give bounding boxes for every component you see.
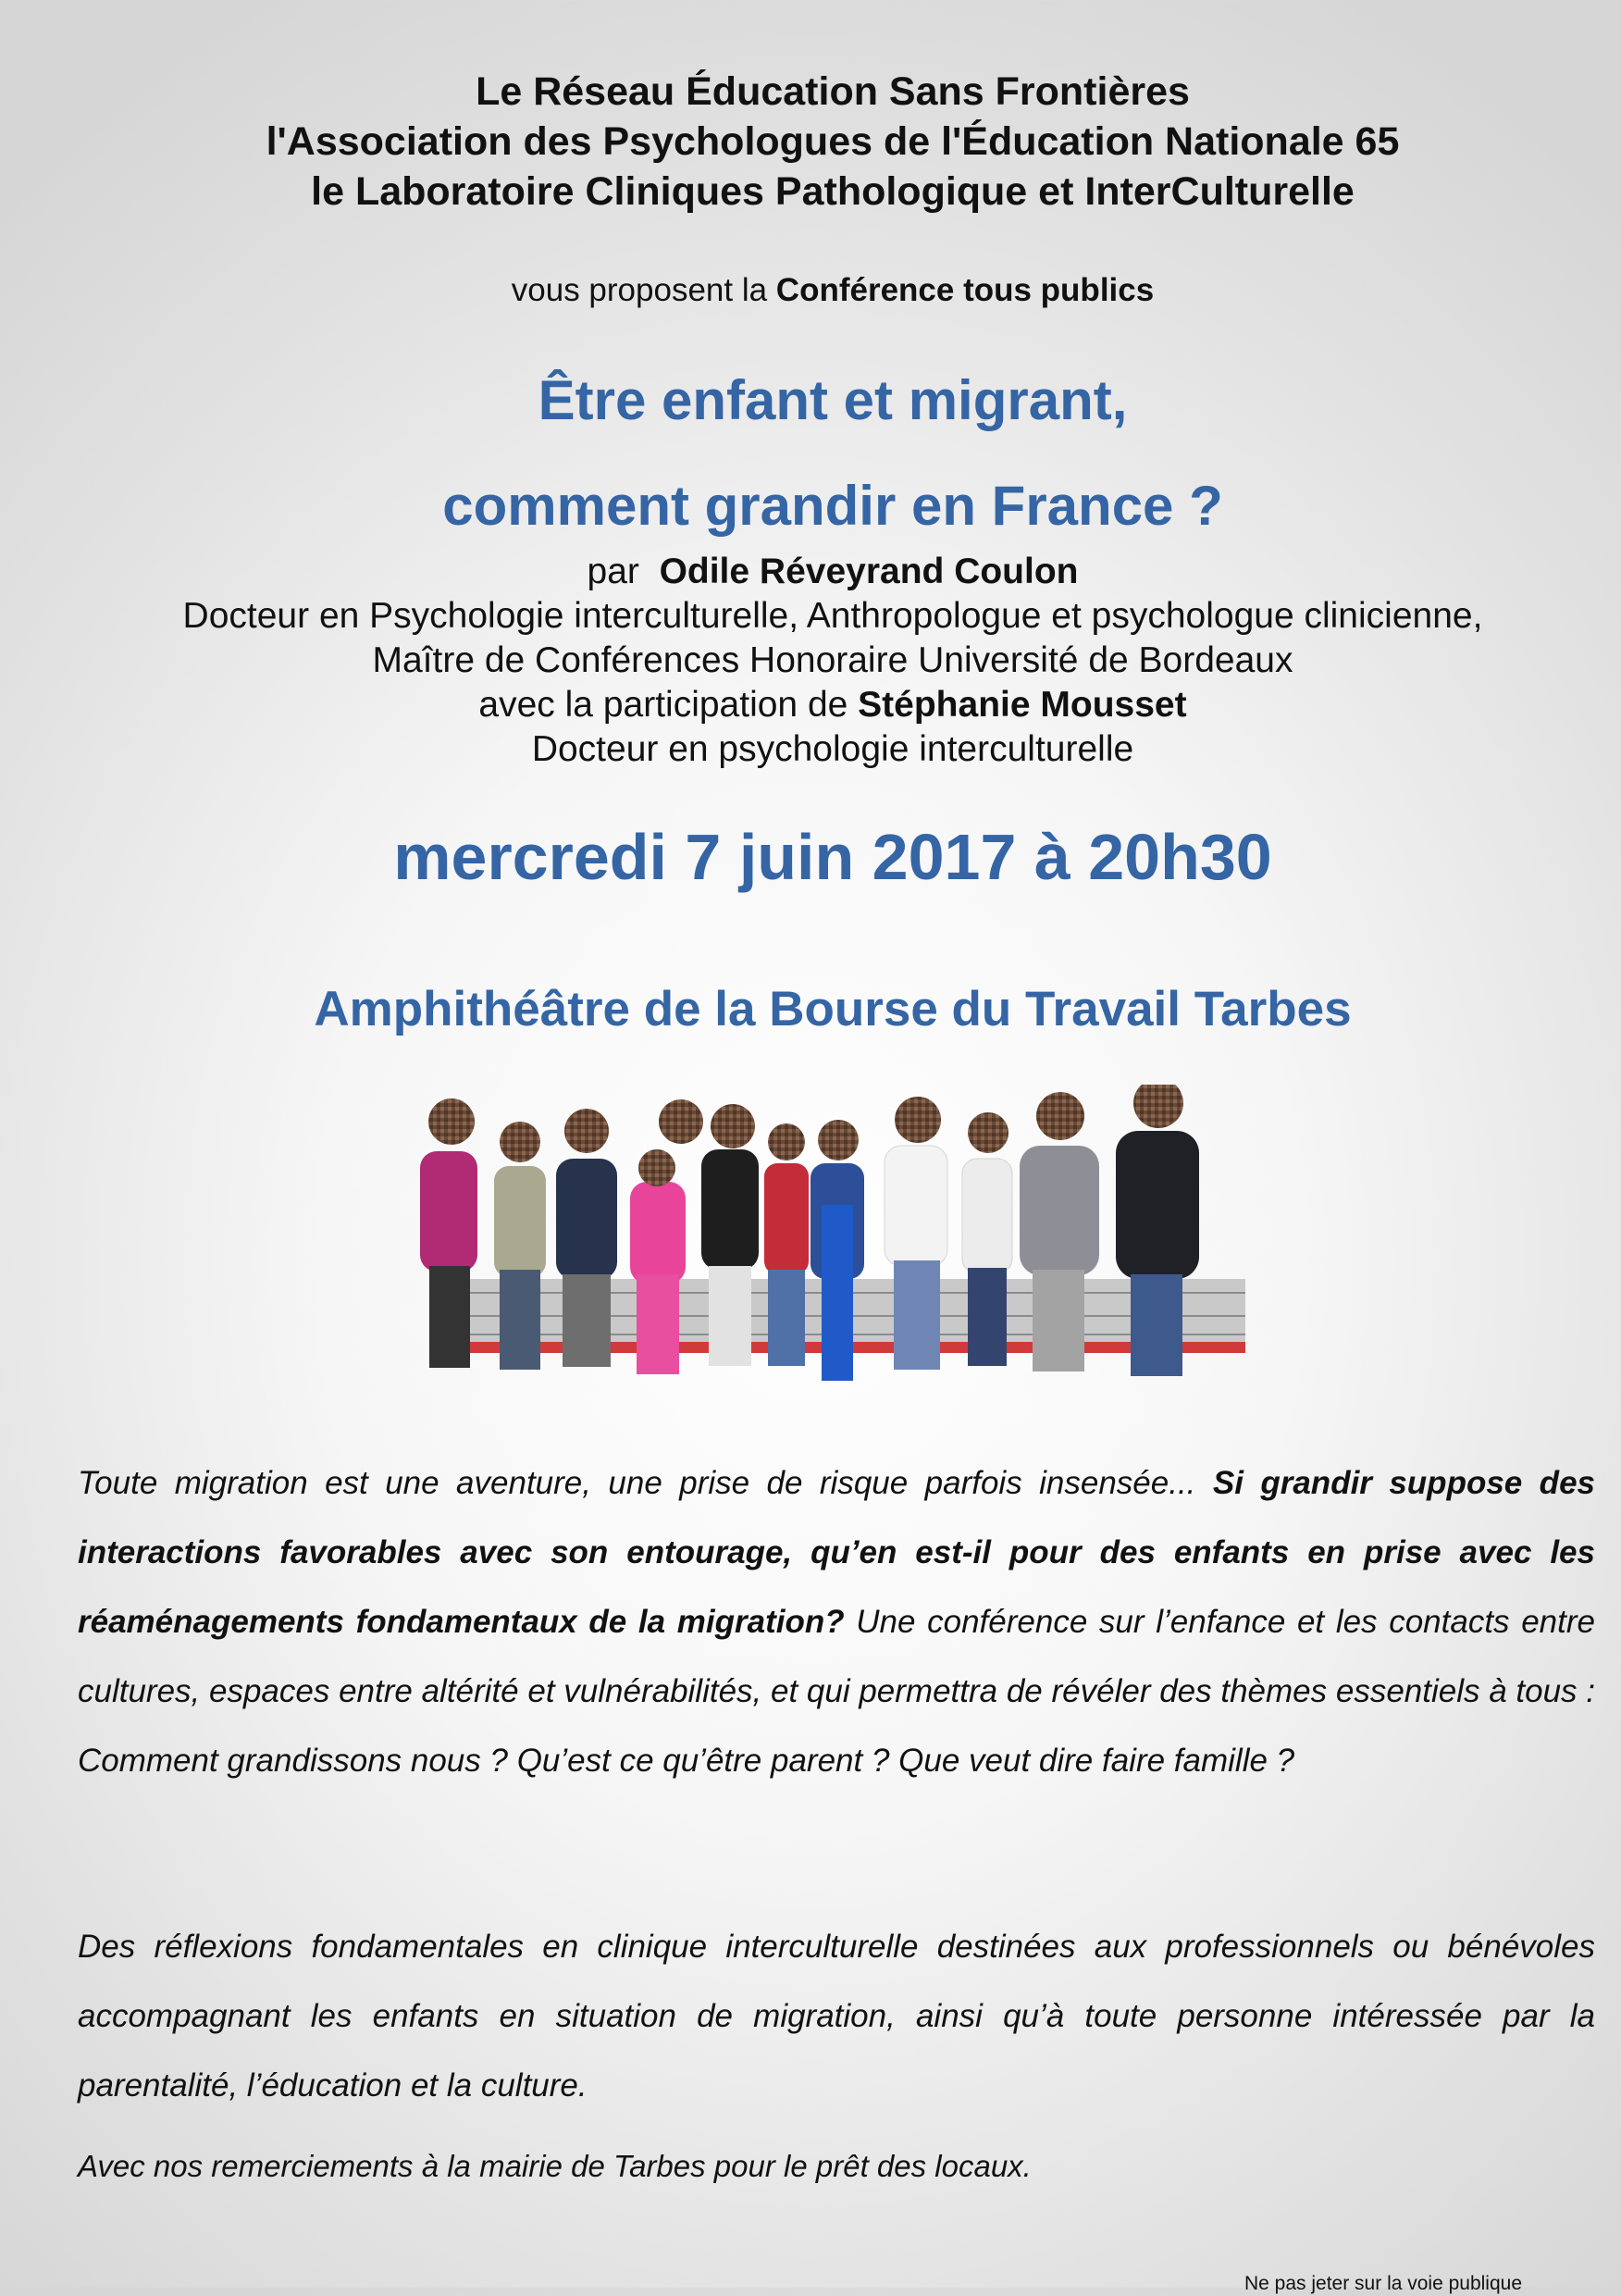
description-paragraph (78, 1448, 1595, 1795)
title-line-2: comment grandir en France ? (442, 475, 1223, 537)
audience-paragraph: Des réflexions fondamentales en clinique interculturelle destinées aux professionnels ou bénévoles accompagnant les enfants en situation de migration, ainsi qu’à toute personne intéressée par la parentalité, l’éducation et la culture. (78, 1929, 1595, 2104)
organizer-lab: le Laboratoire Cliniques Pathologique et InterCulturelle (311, 169, 1355, 214)
description-rest: Une conférence sur l’enfance et les contacts entre cultures, espaces entre altérité et vulnérabilités, et qui permettra de révéler des thèmes essentiels à tous : Comment grandissons nous ? Qu’est ce qu’être parent ? Que veut dire faire famille ? (78, 1604, 1596, 1779)
main-speaker-name: Odile Réveyrand Coulon (659, 552, 1079, 591)
title-line-1: Être enfant et migrant, (538, 369, 1128, 431)
main-speaker-line (0, 550, 1621, 594)
guest-speaker-title: Docteur en psychologie interculturelle (531, 729, 1134, 769)
description-intro: Toute migration est une aventure, une prise de risque parfois insensée... (78, 1465, 1213, 1501)
footer-notice: Ne pas jeter sur la voie publique (1244, 2273, 1523, 2294)
event-venue: Amphithéâtre de la Bourse du Travail Tarbes (314, 982, 1352, 1036)
organizer-resf: Le Réseau Éducation Sans Frontières (476, 69, 1190, 114)
speakers-block (0, 550, 1621, 772)
organizer-apsy: l'Association des Psychologues de l'Éducation Nationale 65 (266, 119, 1400, 164)
event-date: mercredi 7 juin 2017 à 20h30 (393, 821, 1272, 893)
children-group-photo (403, 1085, 1271, 1403)
main-speaker-title-2: Maître de Conférences Honoraire Université de Bordeaux (372, 640, 1293, 680)
guest-speaker-line (0, 683, 1621, 727)
organizers-block (0, 67, 1621, 217)
intro-line (0, 270, 1621, 311)
by-prefix: par (587, 552, 660, 591)
main-speaker-title-1: Docteur en Psychologie interculturelle, Anthropologue et psychologue clinicienne, (182, 596, 1483, 636)
thanks-note: Avec nos remerciements à la mairie de Tarbes pour le prêt des locaux. (78, 2149, 1032, 2183)
guest-prefix: avec la participation de (478, 685, 859, 725)
intro-prefix: vous proposent la (511, 272, 776, 308)
intro-conference: Conférence tous publics (775, 272, 1155, 308)
description-bold: Si grandir suppose des interactions favorables avec son entourage, qu’en est-il pour des enfants en prise avec les réaménagements fondamentaux de la migration? (78, 1465, 1595, 1640)
guest-speaker-name: Stéphanie Mousset (858, 685, 1187, 725)
